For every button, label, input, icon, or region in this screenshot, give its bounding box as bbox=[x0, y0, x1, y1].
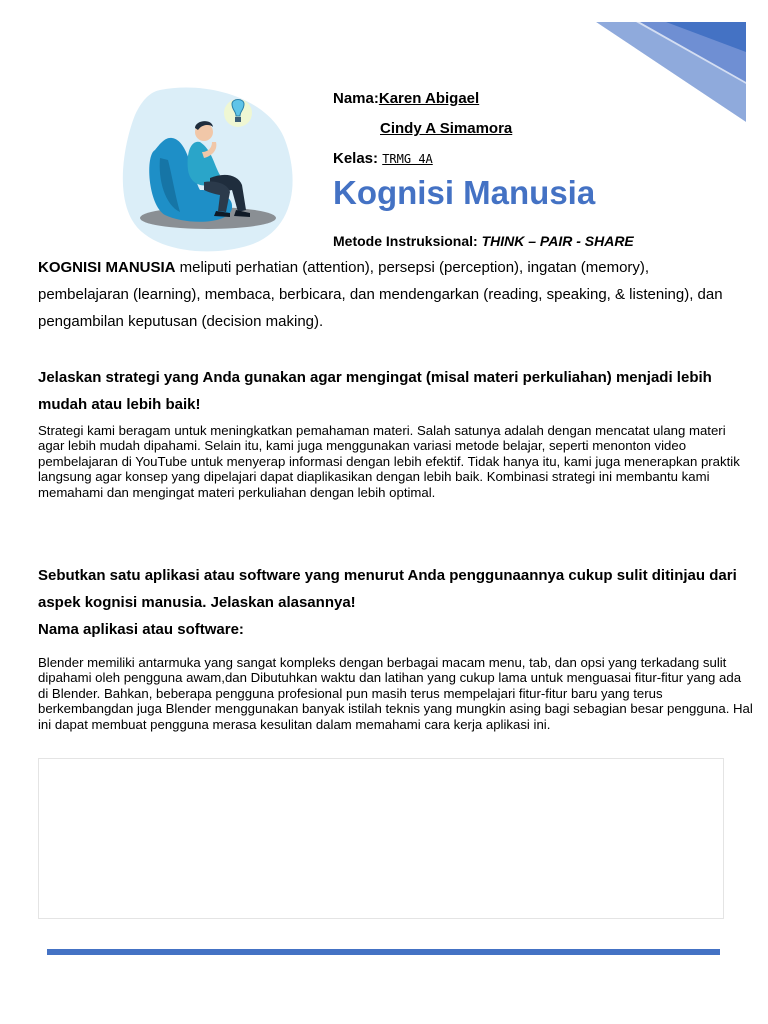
method-label: Metode Instruksional: bbox=[333, 233, 482, 249]
student-name-1: Karen Abigael bbox=[378, 90, 480, 107]
footer-bar bbox=[47, 949, 720, 955]
intro-text: meliputi perhatian (attention), persepsi (perception), ingatan (memory), pembelajaran (learning), membaca, berbicara, dan mendengarkan (reading, speaking, & listening), dan pengambilan keputusan (decision making). bbox=[38, 259, 723, 330]
question-1-answer: Strategi kami beragam untuk meningkatkan pemahaman materi. Salah satunya adalah dengan mencatat ulang materi agar lebih mudah dipahami. Selain itu, kami juga menggunakan variasi metode belajar, seperti menonton video pembelajaran di YouTube untuk menyerap informasi dengan lebih efektif. Tidak hanya itu, kami juga menerapkan praktik langsung agar konsep yang dipelajari dapat diaplikasikan dengan lebih baik. Kombinasi strategi ini membantu kami memahami dan mengingat materi perkuliahan dengan lebih optimal. bbox=[38, 423, 740, 500]
class-value: TRMG 4A bbox=[382, 152, 433, 166]
question-1-title: Jelaskan strategi yang Anda gunakan agar mengingat (misal materi perkuliahan) menjadi lebih mudah atau lebih baik! bbox=[38, 369, 712, 413]
class-label: Kelas: bbox=[333, 150, 379, 167]
class-line bbox=[333, 150, 433, 167]
method-line bbox=[333, 233, 634, 249]
question-2-title: Sebutkan satu aplikasi atau software yang menurut Anda penggunaannya cukup sulit ditinjau dari aspek kognisi manusia. Jelaskan alasannya! bbox=[38, 567, 737, 611]
student-name-2: Cindy A Simamora bbox=[380, 120, 513, 137]
intro-paragraph bbox=[38, 254, 738, 335]
empty-answer-box bbox=[38, 758, 724, 919]
method-value: THINK – PAIR - SHARE bbox=[481, 233, 634, 249]
app-name-label: Nama aplikasi atau software: bbox=[38, 621, 244, 638]
person-thinking-illustration-icon bbox=[120, 80, 300, 255]
page-title: Kognisi Manusia bbox=[333, 174, 596, 211]
question-2-answer: Blender memiliki antarmuka yang sangat kompleks dengan berbagai macam menu, tab, dan opsi yang terkadang sulit dipahami oleh pengguna awam,dan Dibutuhkan waktu dan latihan yang cukup lama untuk menguasai fitur-fitur yang ada di Blender. Bahkan, beberapa pengguna profesional pun masih terus mempelajari fitur-fitur baru yang terus berkembangdan juga Blender menggunakan banyak istilah teknis yang mungkin asing bagi sebagian besar pengguna. Hal ini dapat membuat pengguna merasa kesulitan dalam memahami cara kerja aplikasi ini. bbox=[38, 655, 753, 732]
corner-decoration-icon bbox=[596, 22, 746, 122]
name-label: Nama: bbox=[333, 90, 379, 107]
name-line-1 bbox=[333, 90, 479, 107]
intro-term: KOGNISI MANUSIA bbox=[38, 259, 176, 276]
